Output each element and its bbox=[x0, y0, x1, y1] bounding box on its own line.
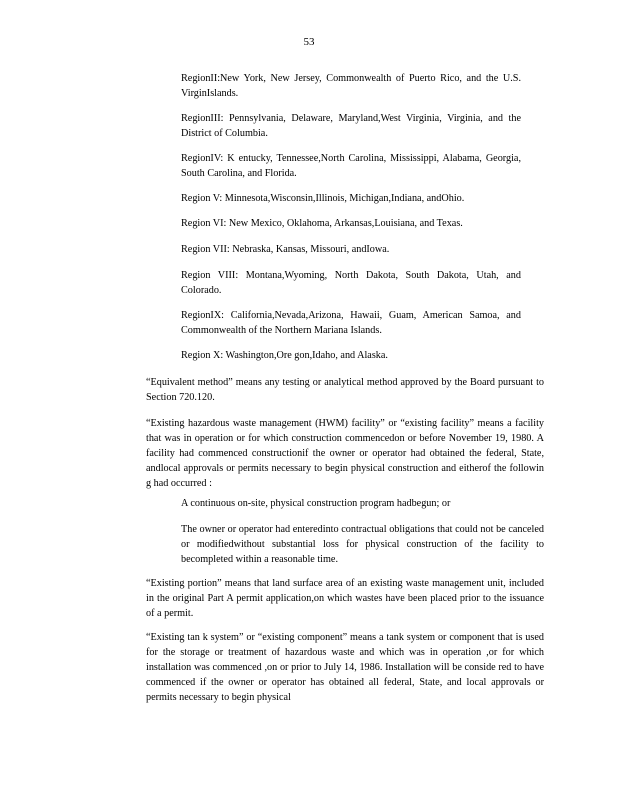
region-iv-entry: RegionIV: K entucky, Tennessee,North Carolina, Mississippi, Alabama, Georgia, South Carolina, and Florida. bbox=[181, 153, 521, 179]
region-viii-entry: Region VIII: Montana,Wyoming, North Dakota, South Dakota, Utah, and Colorado. bbox=[181, 270, 521, 296]
region-v-entry: Region V: Minnesota,Wisconsin,Illinois, Michigan,Indiana, andOhio. bbox=[181, 193, 465, 204]
definition-existing-tank-system: “Existing tan k system” or “existing component” means a tank system or component that is used for the storage or treatment of hazardous waste and which was in operation ,or for which installation was commenced ,on or prior to July 14, 1986. Installation will be conside red to have commenced if the owner or operator has obtained all federal, State, and local approvals or permits necessary to begin physical bbox=[146, 632, 544, 703]
region-x-entry: Region X: Washington,Ore gon,Idaho, and Alaska. bbox=[181, 350, 388, 361]
region-vi-entry: Region VI: New Mexico, Oklahoma, Arkansas,Louisiana, and Texas. bbox=[181, 218, 463, 229]
existing-facility-condition-2: The owner or operator had enteredinto contractual obligations that could not be canceled or modifiedwithout substantial loss for physical construction of the facility to becompleted within a reasonable time. bbox=[181, 524, 544, 565]
region-ix-entry: RegionIX: California,Nevada,Arizona, Hawaii, Guam, American Samoa, and Commonwealth of the Northern Mariana Islands. bbox=[181, 310, 521, 336]
definition-existing-portion: “Existing portion” means that land surface area of an existing waste management unit, included in the original Part A permit application,on which wastes have been placed prior to the issuance of a permit. bbox=[146, 578, 544, 619]
existing-facility-condition-1: A continuous on-site, physical construction program hadbegun; or bbox=[181, 498, 451, 509]
region-vii-entry: Region VII: Nebraska, Kansas, Missouri, andIowa. bbox=[181, 244, 390, 255]
region-iii-entry: RegionIII: Pennsylvania, Delaware, Maryland,West Virginia, Virginia, and the District of Columbia. bbox=[181, 113, 521, 139]
definition-existing-facility: “Existing hazardous waste management (HWM) facility” or “existing facility” means a facility that was in operation or for which construction commencedon or before November 19, 1980. A facility had commenced constructionif the owner or operator had obtained the federal, State, andlocal approvals or permits necessary to begin physical construction and eitherof the followin g had occurred : bbox=[146, 418, 544, 489]
page-number: 53 bbox=[303, 36, 315, 48]
region-ii-entry: RegionII:New York, New Jersey, Commonwealth of Puerto Rico, and the U.S. VirginIslands. bbox=[181, 73, 521, 99]
definition-equivalent-method: “Equivalent method” means any testing or analytical method approved by the Board pursuant to Section 720.120. bbox=[146, 377, 544, 403]
